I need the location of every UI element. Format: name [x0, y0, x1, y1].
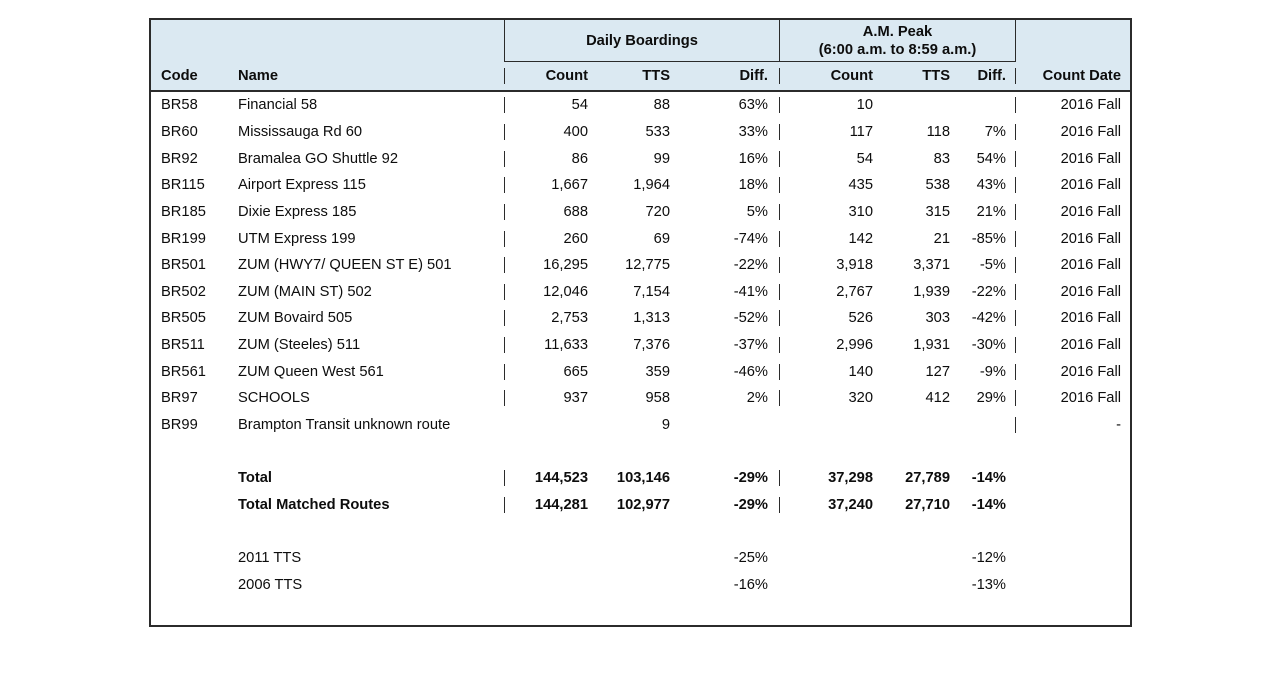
cell-daily-count: 144,523 — [504, 470, 601, 486]
cell-route-code: BR502 — [161, 283, 206, 300]
cell-daily-diff: 33% — [738, 123, 768, 140]
cell-count-date: - — [1015, 417, 1130, 433]
cell-daily-count: 86 — [504, 151, 601, 167]
cell-daily-diff: 5% — [746, 203, 768, 220]
cell-am-diff: -42% — [971, 310, 1006, 327]
table-row — [151, 438, 1130, 465]
cell-route-code: BR97 — [161, 390, 198, 407]
cell-count-date: 2016 Fall — [1015, 177, 1130, 193]
cell-route-code: BR199 — [161, 230, 206, 247]
col-header-daily-diff: Diff. — [739, 68, 768, 84]
cell-am-count: 37,298 — [779, 470, 883, 486]
cell-daily-count: 144,281 — [504, 497, 601, 513]
cell-am-diff: -14% — [971, 496, 1006, 513]
cell-daily-tts: 9 — [661, 417, 670, 433]
table-row — [151, 225, 1130, 252]
cell-count-date: 2016 Fall — [1015, 364, 1130, 380]
cell-daily-tts: 99 — [653, 150, 670, 167]
table-body — [151, 92, 1130, 625]
cell-am-diff: -9% — [979, 363, 1006, 380]
table-row — [151, 465, 1130, 492]
cell-daily-tts: 720 — [645, 203, 670, 220]
cell-am-tts: 1,931 — [913, 337, 950, 354]
cell-route-name: UTM Express 199 — [238, 230, 356, 247]
cell-route-name: Total Matched Routes — [238, 496, 390, 513]
cell-am-count: 140 — [779, 364, 883, 380]
cell-daily-tts: 102,977 — [616, 496, 670, 513]
header-group-daily-boardings: Daily Boardings — [504, 20, 779, 62]
cell-route-code: BR60 — [161, 123, 198, 140]
cell-route-code: BR58 — [161, 97, 198, 114]
cell-am-count: 10 — [779, 97, 883, 113]
cell-route-code: BR505 — [161, 310, 206, 327]
cell-am-tts: 538 — [925, 177, 950, 194]
cell-daily-diff: 16% — [738, 150, 768, 167]
cell-count-date: 2016 Fall — [1015, 151, 1130, 167]
col-header-count-date: Count Date — [1015, 68, 1130, 84]
cell-am-tts: 303 — [925, 310, 950, 327]
col-header-am-tts: TTS — [922, 68, 950, 84]
cell-route-name: ZUM (MAIN ST) 502 — [238, 283, 372, 300]
cell-count-date: 2016 Fall — [1015, 284, 1130, 300]
cell-daily-diff: 2% — [746, 390, 768, 407]
cell-daily-diff: -29% — [733, 496, 768, 513]
col-header-daily-tts: TTS — [642, 68, 670, 84]
cell-am-tts: 315 — [925, 203, 950, 220]
cell-count-date: 2016 Fall — [1015, 231, 1130, 247]
table-row — [151, 252, 1130, 279]
table-row — [151, 358, 1130, 385]
cell-am-tts: 27,789 — [905, 470, 950, 487]
cell-am-diff: -14% — [971, 470, 1006, 487]
cell-daily-diff: 63% — [738, 97, 768, 114]
cell-daily-diff: -29% — [733, 470, 768, 487]
header-count-date-spacer — [1015, 20, 1130, 62]
col-header-am-diff: Diff. — [977, 68, 1006, 84]
col-header-name: Name — [238, 68, 279, 84]
table-row — [151, 199, 1130, 226]
header-code-name-spacer — [151, 20, 504, 62]
header-group-row — [151, 20, 1130, 62]
cell-am-diff: -30% — [971, 337, 1006, 354]
cell-daily-tts: 103,146 — [616, 470, 670, 487]
col-header-am-count: Count — [779, 68, 883, 84]
cell-am-diff: 21% — [976, 203, 1006, 220]
am-peak-timerange: (6:00 a.m. to 8:59 a.m.) — [818, 41, 977, 58]
cell-daily-count: 688 — [504, 204, 601, 220]
boardings-comparison-table — [149, 18, 1132, 627]
cell-count-date: 2016 Fall — [1015, 390, 1130, 406]
table-row — [151, 305, 1130, 332]
header-column-row — [151, 62, 1130, 90]
cell-am-count: 2,996 — [779, 337, 883, 353]
cell-daily-diff: -74% — [733, 230, 768, 247]
cell-count-date: 2016 Fall — [1015, 257, 1130, 273]
am-peak-title: A.M. Peak — [862, 23, 933, 40]
table-row — [151, 598, 1130, 625]
table-row — [151, 332, 1130, 359]
cell-daily-diff: 18% — [738, 177, 768, 194]
cell-route-name: Airport Express 115 — [238, 177, 366, 194]
cell-route-name: Financial 58 — [238, 97, 318, 114]
table-row — [151, 172, 1130, 199]
cell-route-name: ZUM (HWY7/ QUEEN ST E) 501 — [238, 257, 452, 274]
cell-am-tts: 412 — [925, 390, 950, 407]
cell-daily-tts: 1,313 — [633, 310, 670, 327]
cell-route-name: Brampton Transit unknown route — [238, 417, 451, 433]
cell-am-count: 3,918 — [779, 257, 883, 273]
cell-daily-diff: -22% — [733, 257, 768, 274]
cell-route-name: ZUM Queen West 561 — [238, 363, 384, 380]
cell-route-name: Dixie Express 185 — [238, 203, 357, 220]
cell-daily-count: 12,046 — [504, 284, 601, 300]
cell-route-code: BR501 — [161, 257, 206, 274]
cell-daily-tts: 12,775 — [625, 257, 670, 274]
cell-route-code: BR99 — [161, 417, 198, 433]
cell-am-count: 54 — [779, 151, 883, 167]
header-group-am-peak — [779, 20, 1015, 62]
table-row — [151, 545, 1130, 572]
col-header-code: Code — [161, 68, 198, 84]
cell-am-diff: -12% — [971, 550, 1006, 567]
table-row — [151, 412, 1130, 439]
col-header-daily-count: Count — [504, 68, 601, 84]
cell-route-name: 2011 TTS — [238, 550, 302, 567]
cell-count-date: 2016 Fall — [1015, 204, 1130, 220]
cell-daily-count: 937 — [504, 390, 601, 406]
table-row — [151, 518, 1130, 545]
table-row — [151, 385, 1130, 412]
cell-am-diff: 43% — [976, 177, 1006, 194]
cell-am-count: 435 — [779, 177, 883, 193]
table-row — [151, 119, 1130, 146]
cell-daily-count: 2,753 — [504, 310, 601, 326]
cell-am-tts: 83 — [933, 150, 950, 167]
cell-daily-count: 16,295 — [504, 257, 601, 273]
cell-daily-tts: 7,154 — [633, 283, 670, 300]
cell-route-code: BR561 — [161, 363, 206, 380]
cell-daily-count: 11,633 — [504, 337, 601, 353]
cell-route-name: 2006 TTS — [238, 576, 303, 593]
cell-daily-diff: -37% — [733, 337, 768, 354]
cell-route-name: ZUM (Steeles) 511 — [238, 337, 361, 354]
cell-daily-tts: 958 — [645, 390, 670, 407]
cell-am-count: 142 — [779, 231, 883, 247]
cell-am-diff: 7% — [984, 123, 1006, 140]
cell-daily-tts: 1,964 — [633, 177, 670, 194]
table-header — [151, 20, 1130, 92]
cell-daily-diff: -25% — [733, 550, 768, 567]
table-row — [151, 278, 1130, 305]
cell-daily-tts: 533 — [645, 123, 670, 140]
cell-daily-count: 400 — [504, 124, 601, 140]
cell-am-count: 37,240 — [779, 497, 883, 513]
cell-count-date: 2016 Fall — [1015, 124, 1130, 140]
table-row — [151, 492, 1130, 519]
cell-route-code: BR115 — [161, 177, 205, 194]
cell-route-code: BR92 — [161, 150, 198, 167]
table-row — [151, 572, 1130, 599]
table-row — [151, 145, 1130, 172]
cell-am-diff: -5% — [979, 257, 1006, 274]
cell-am-tts: 118 — [926, 123, 950, 140]
cell-daily-diff: -16% — [733, 576, 768, 593]
cell-daily-tts: 7,376 — [633, 337, 670, 354]
cell-daily-tts: 359 — [645, 363, 670, 380]
cell-daily-count: 1,667 — [504, 177, 601, 193]
cell-daily-count: 260 — [504, 231, 601, 247]
cell-am-count: 2,767 — [779, 284, 883, 300]
cell-am-diff: 29% — [976, 390, 1006, 407]
cell-daily-tts: 88 — [653, 97, 670, 114]
cell-am-tts: 1,939 — [913, 283, 950, 300]
cell-route-name: Bramalea GO Shuttle 92 — [238, 150, 399, 167]
cell-am-count: 320 — [779, 390, 883, 406]
cell-am-tts: 21 — [933, 230, 950, 247]
cell-am-count: 117 — [779, 124, 883, 140]
cell-am-tts: 27,710 — [905, 496, 950, 513]
cell-route-code: BR511 — [161, 337, 205, 354]
cell-am-tts: 3,371 — [913, 257, 950, 274]
cell-am-tts: 127 — [925, 363, 950, 380]
cell-route-name: Total — [238, 470, 272, 487]
cell-am-diff: 54% — [976, 150, 1006, 167]
cell-daily-tts: 69 — [653, 230, 670, 247]
cell-am-diff: -13% — [971, 576, 1006, 593]
cell-count-date: 2016 Fall — [1015, 310, 1130, 326]
cell-am-count: 526 — [779, 310, 883, 326]
cell-route-name: ZUM Bovaird 505 — [238, 310, 353, 327]
cell-route-name: Mississauga Rd 60 — [238, 123, 363, 140]
cell-count-date: 2016 Fall — [1015, 97, 1130, 113]
table-row — [151, 92, 1130, 119]
cell-am-diff: -22% — [971, 283, 1006, 300]
cell-count-date: 2016 Fall — [1015, 337, 1130, 353]
cell-am-diff: -85% — [971, 230, 1006, 247]
cell-route-code: BR185 — [161, 203, 206, 220]
cell-daily-count: 665 — [504, 364, 601, 380]
cell-route-name: SCHOOLS — [238, 390, 310, 407]
cell-daily-diff: -52% — [733, 310, 768, 327]
cell-am-count: 310 — [779, 204, 883, 220]
cell-daily-count: 54 — [504, 97, 601, 113]
cell-daily-diff: -46% — [733, 363, 768, 380]
cell-daily-diff: -41% — [733, 283, 768, 300]
